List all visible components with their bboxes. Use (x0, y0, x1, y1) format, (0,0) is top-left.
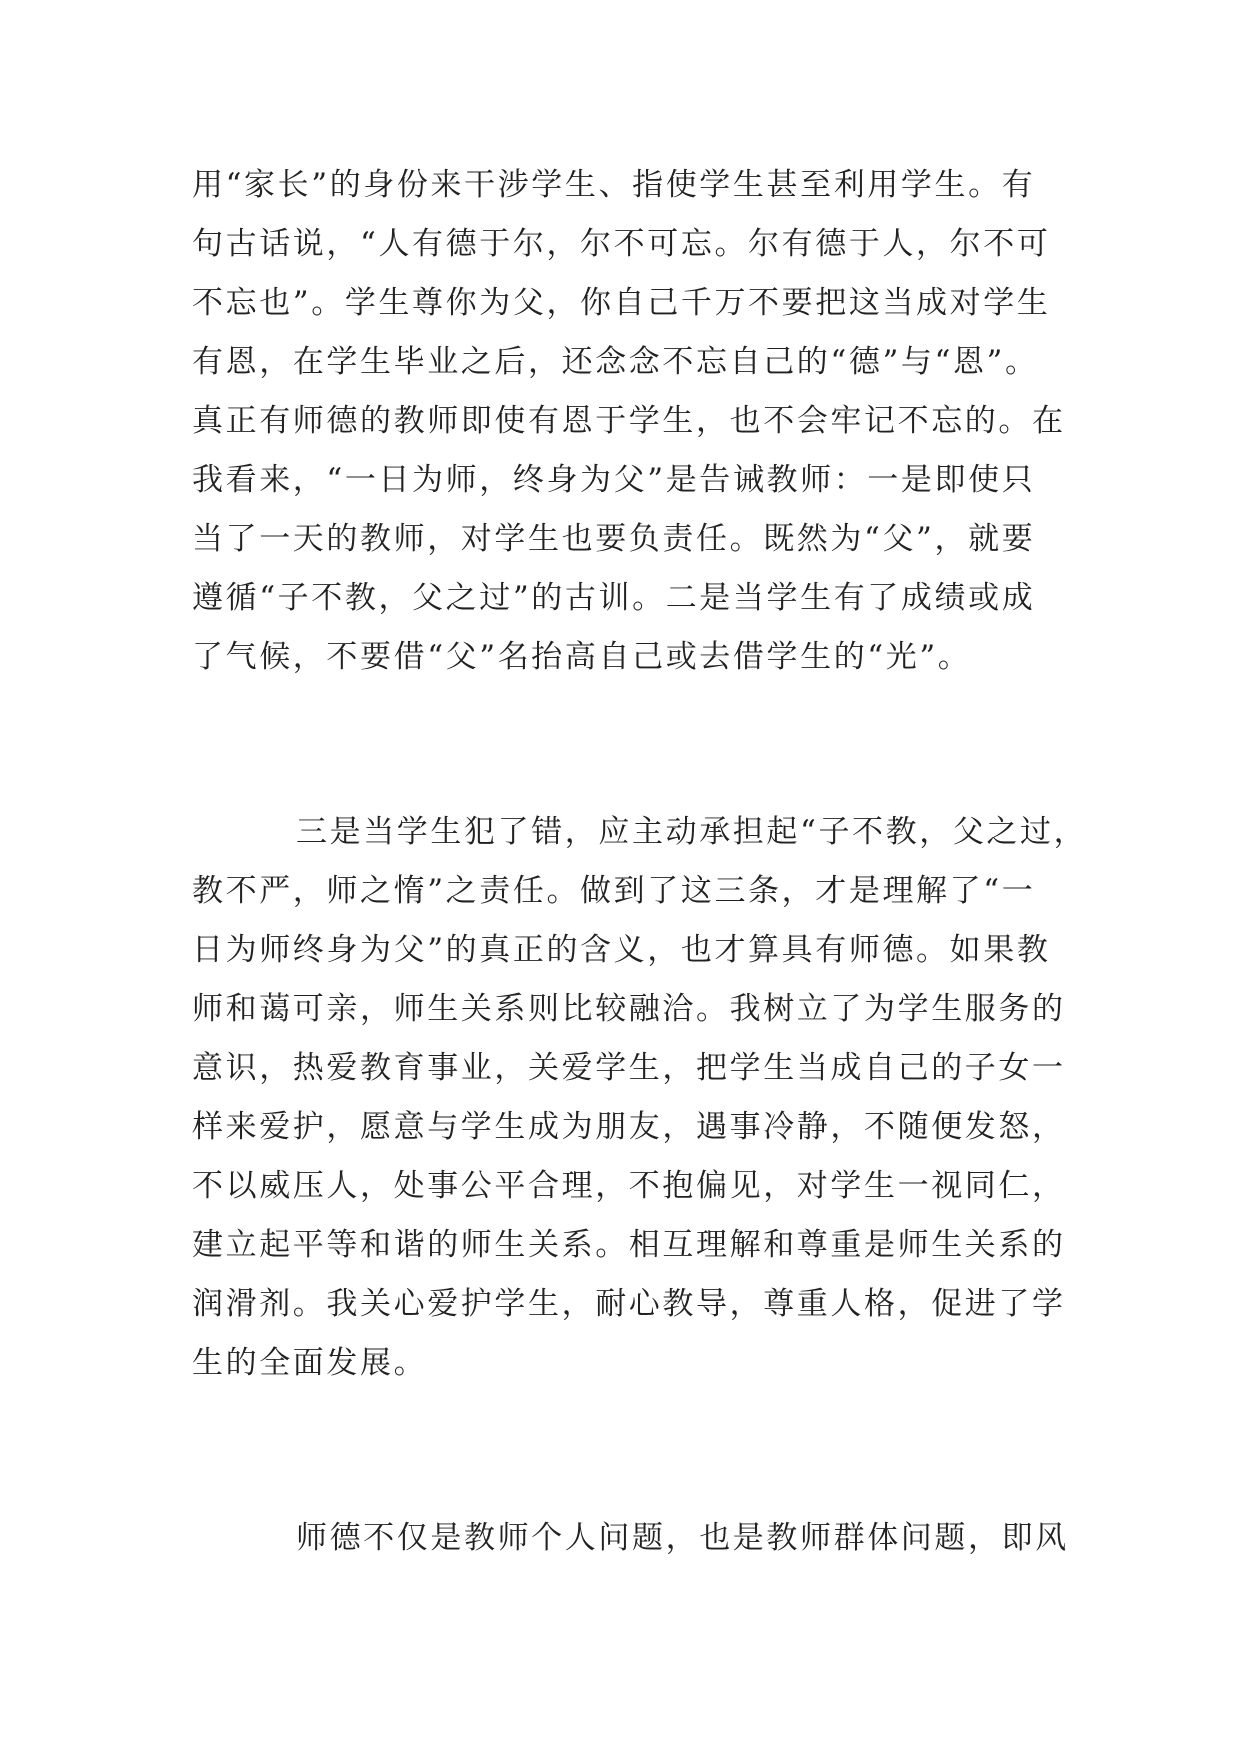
paragraph-1-line-6: 我看来，“一日为师，终身为父”是告诫教师：一是即使只 (192, 462, 1036, 498)
paragraph-2-line-7: 不以威压人，处事公平合理，不抱偏见，对学生一视同仁， (192, 1168, 1066, 1204)
paragraph-1-line-7: 当了一天的教师，对学生也要负责任。既然为“父”，就要 (192, 521, 1036, 557)
paragraph-1-line-9: 了气候，不要借“父”名抬高自己或去借学生的“光”。 (192, 639, 972, 675)
paragraph-2-line-1: 三是当学生犯了错，应主动承担起“子不教，父之过， (296, 814, 1088, 850)
paragraph-2-line-4: 师和蔼可亲，师生关系则比较融洽。我树立了为学生服务的 (192, 991, 1066, 1027)
paragraph-1-line-5: 真正有师德的教师即使有恩于学生，也不会牢记不忘的。在 (192, 403, 1066, 439)
paragraph-2-line-10: 生的全面发展。 (192, 1345, 428, 1381)
paragraph-1-line-2: 句古话说，“人有德于尔，尔不可忘。尔有德于人，尔不可 (192, 226, 1051, 262)
paragraph-1-line-8: 遵循“子不教，父之过”的古训。二是当学生有了成绩或成 (192, 580, 1036, 616)
paragraph-1-line-4: 有恩，在学生毕业之后，还念念不忘自己的“德”与“恩”。 (192, 344, 1039, 380)
paragraph-2-line-8: 建立起平等和谐的师生关系。相互理解和尊重是师生关系的 (192, 1227, 1066, 1263)
paragraph-1-line-3: 不忘也”。学生尊你为父，你自己千万不要把这当成对学生 (192, 285, 1051, 321)
paragraph-3-line-1: 师德不仅是教师个人问题，也是教师群体问题，即风 (296, 1520, 1069, 1556)
paragraph-1-line-1: 用“家长”的身份来干涉学生、指使学生甚至利用学生。有 (192, 167, 1036, 203)
paragraph-2-line-5: 意识，热爱教育事业，关爱学生，把学生当成自己的子女一 (192, 1050, 1066, 1086)
paragraph-2-line-9: 润滑剂。我关心爱护学生，耐心教导，尊重人格，促进了学 (192, 1286, 1066, 1322)
paragraph-2-line-3: 日为师终身为父”的真正的含义，也才算具有师德。如果教 (192, 932, 1051, 968)
paragraph-2-line-6: 样来爱护，愿意与学生成为朋友，遇事冷静，不随便发怒， (192, 1109, 1066, 1145)
paragraph-2-line-2: 教不严，师之惰”之责任。做到了这三条，才是理解了“一 (192, 873, 1036, 909)
